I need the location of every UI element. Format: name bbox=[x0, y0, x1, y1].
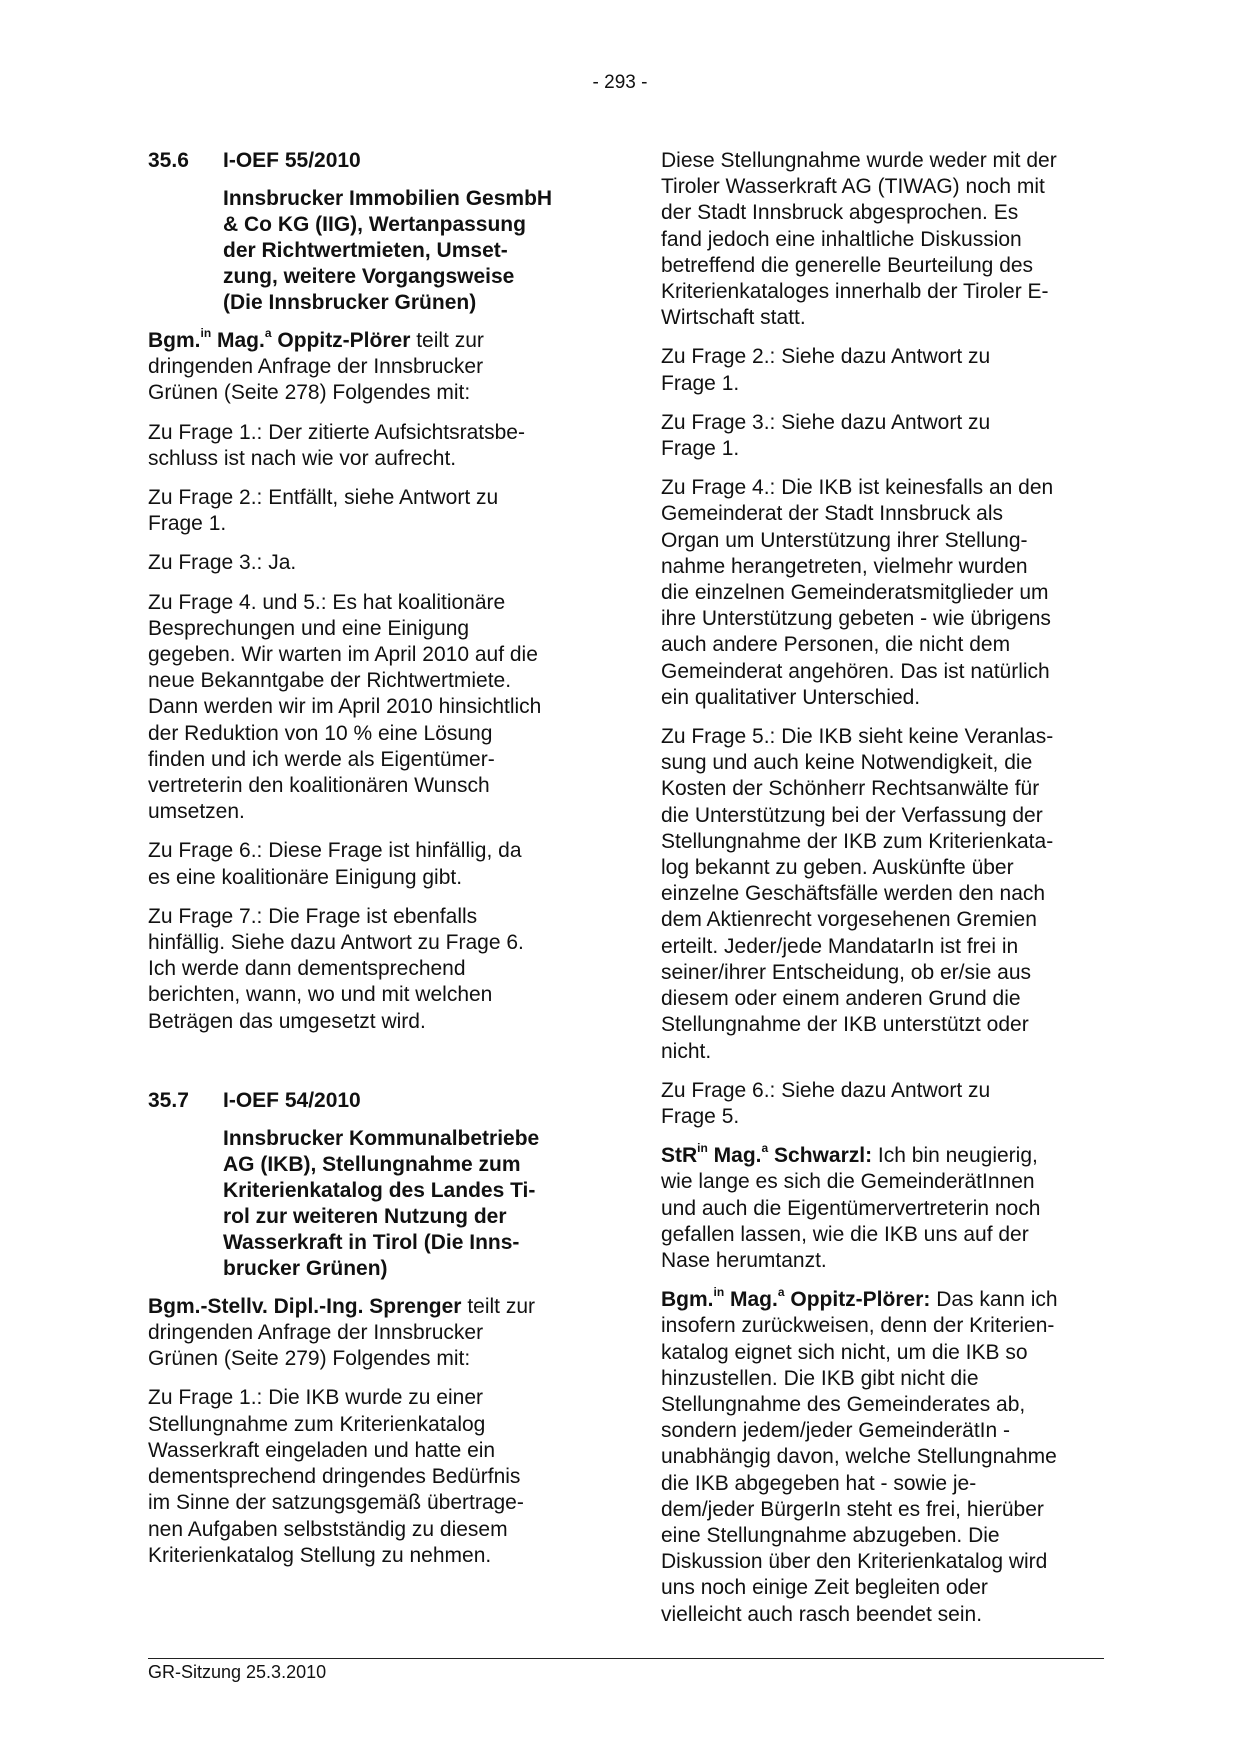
title-line: Kriterienkatalog des Landes Ti- bbox=[223, 1178, 536, 1202]
answer-paragraph: Zu Frage 7.: Die Frage ist ebenfalls hinfällig. Siehe dazu Antwort zu Frage 6. Ich werde dann dementsprechend berichten, wann, wo und mit welchen Beträgen das umgesetzt wird. bbox=[148, 904, 524, 1033]
answer-paragraph: Zu Frage 4.: Die IKB ist keinesfalls an den Gemeinderat der Stadt Innsbruck als Organ um Unterstützung ihrer Stellung- nahme herangetreten, vielmehr wurden die einzelnen Gemeinderatsmitglieder um ihre Unterstützung gebeten - wie übrigens auch andere Personen, die nicht dem Gemeinderat angehören. Das ist natürlich ein qualitativer Unterschied. bbox=[661, 476, 1054, 709]
title-line: zung, weitere Vorgangsweise bbox=[223, 265, 515, 288]
answer-paragraph: Zu Frage 2.: Siehe dazu Antwort zu Frage 1. bbox=[661, 345, 991, 395]
left-column bbox=[148, 148, 590, 1582]
speaker-name: Bgm.-Stellv. Dipl.-Ing. Sprenger bbox=[148, 1294, 462, 1318]
answer-paragraph: Zu Frage 5.: Die IKB sieht keine Veranlas- sung und auch keine Notwendigkeit, die Kosten der Schönherr Rechtsanwälte für die Unterstützung bei der Verfassung der Stellungnahme der IKB zum Kriterienkata- log bekannt zu geben. Auskünfte über einzelne Geschäftsfälle werden den nach dem Aktienrecht vorgesehenen Gremien erteilt. Jeder/jede MandatarIn ist frei in seiner/ihrer Entscheidung, ob er/sie aus diesem oder einem anderen Grund die Stellungnahme der IKB unterstützt oder nicht. bbox=[661, 725, 1054, 1063]
statement-paragraph: Bgm.$^{in}$ Mag.$^a$ Oppitz-Plörer: Das kann ich insofern zurückweisen, denn der Kriterien- katalog eignet sich nicht, um die IKB so hinzustellen. Die IKB gibt nicht die Stellungnahme des Gemeinderates ab, sondern jedem/jeder GemeinderätIn - unabhängig davon, welche Stellungnahme die IKB abgegeben hat - sowie je- dem/jeder BürgerIn steht es frei, hierüber eine Stellungnahme abzugeben. Die Diskussion über den Kriterienkatalog wird uns noch einige Zeit begleiten oder vielleicht auch rasch beendet sein. bbox=[661, 1285, 1058, 1626]
section-code: I-OEF 54/2010 bbox=[223, 1088, 361, 1112]
section-number: 35.6 bbox=[148, 149, 189, 172]
title-line: Innsbrucker Immobilien GesmbH bbox=[223, 187, 553, 210]
page-number: - 293 - bbox=[592, 72, 648, 93]
section-number: 35.7 bbox=[148, 1088, 189, 1112]
statement-paragraph: StR$^{in}$ Mag.$^a$ Schwarzl: Ich bin neugierig, wie lange es sich die GemeinderätInnen und auch die Eigentümervertreterin noch gefallen lassen, wie die IKB uns auf der Nase herumtanzt. bbox=[661, 1141, 1041, 1272]
answer-paragraph: Zu Frage 2.: Entfällt, siehe Antwort zu Frage 1. bbox=[148, 486, 499, 536]
speaker-name: Bgm.$^{in}$ Mag.$^a$ Oppitz-Plörer: bbox=[661, 1285, 931, 1312]
speaker-name: StR$^{in}$ Mag.$^a$ Schwarzl: bbox=[661, 1141, 873, 1168]
speaker-intro: Bgm.-Stellv. Dipl.-Ing. Sprenger teilt zur dringenden Anfrage der Innsbrucker Grünen (Seite 279) Folgendes mit: bbox=[148, 1294, 536, 1371]
footer-divider bbox=[148, 1658, 1104, 1659]
section-35-6-heading bbox=[148, 148, 590, 174]
section-35-6-title bbox=[223, 186, 590, 316]
answer-paragraph: Zu Frage 6.: Diese Frage ist hinfällig, da es eine koalitionäre Einigung gibt. bbox=[148, 839, 522, 889]
title-line: brucker Grünen) bbox=[223, 1256, 388, 1280]
title-line: Wasserkraft in Tirol (Die Inns- bbox=[223, 1230, 520, 1254]
answer-paragraph: Zu Frage 1.: Die IKB wurde zu einer Stellungnahme zum Kriterienkatalog Wasserkraft eingeladen und hatte ein dementsprechend dringendes Bedürfnis im Sinne der satzungsgemäß übertrage- nen Aufgaben selbstständig zu diesem Kriterienkatalog Stellung zu nehmen. bbox=[148, 1386, 524, 1567]
speaker-name: Bgm.$^{in}$ Mag.$^a$ Oppitz-Plörer bbox=[148, 326, 411, 352]
title-line: & Co KG (IIG), Wertanpassung bbox=[223, 213, 526, 236]
answer-paragraph: Diese Stellungnahme wurde weder mit der Tiroler Wasserkraft AG (TIWAG) noch mit der Stadt Innsbruck abgesprochen. Es fand jedoch eine inhaltliche Diskussion betreffend die generelle Beurteilung des Kriterienkataloges innerhalb der Tiroler E- Wirtschaft statt. bbox=[661, 149, 1057, 330]
section-35-7-title bbox=[223, 1126, 590, 1282]
answer-paragraph: Zu Frage 1.: Der zitierte Aufsichtsratsbe- schluss ist nach wie vor aufrecht. bbox=[148, 420, 525, 470]
title-line: rol zur weiteren Nutzung der bbox=[223, 1204, 507, 1228]
speaker-intro: Bgm.$^{in}$ Mag.$^a$ Oppitz-Plörer teilt zur dringenden Anfrage der Innsbrucker Grünen (Seite 278) Folgendes mit: bbox=[148, 326, 484, 405]
title-line: der Richtwertmieten, Umset- bbox=[223, 239, 508, 262]
footer-text: GR-Sitzung 25.3.2010 bbox=[148, 1662, 327, 1682]
section-code: I-OEF 55/2010 bbox=[223, 149, 361, 172]
answer-paragraph: Zu Frage 4. und 5.: Es hat koalitionäre Besprechungen und eine Einigung gegeben. Wir warten im April 2010 auf die neue Bekanntgabe der Richtwertmiete. Dann werden wir im April 2010 hinsichtlich der Reduktion von 10 % eine Lösung finden und ich werde als Eigentümer- vertreterin den koalitionären Wunsch umsetzen. bbox=[148, 590, 542, 824]
answer-paragraph: Zu Frage 6.: Siehe dazu Antwort zu Frage 5. bbox=[661, 1078, 991, 1128]
title-line: Innsbrucker Kommunalbetriebe bbox=[223, 1126, 540, 1150]
title-line: (Die Innsbrucker Grünen) bbox=[223, 291, 477, 314]
section-35-7-heading bbox=[148, 1088, 590, 1114]
answer-paragraph: Zu Frage 3.: Siehe dazu Antwort zu Frage 1. bbox=[661, 410, 991, 461]
title-line: AG (IKB), Stellungnahme zum bbox=[223, 1152, 521, 1176]
right-column bbox=[661, 148, 1104, 1641]
answer-paragraph: Zu Frage 3.: Ja. bbox=[148, 551, 297, 575]
